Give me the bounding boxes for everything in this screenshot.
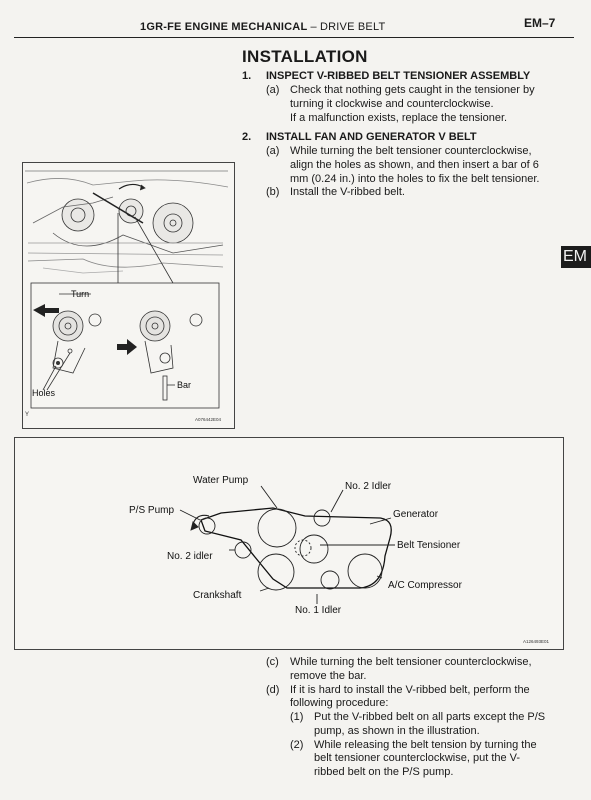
figure1-corner-mark: Y xyxy=(25,412,30,418)
generator-pulley xyxy=(300,535,328,563)
procedure-2-line-2: belt tensioner counterclockwise, put the V- xyxy=(314,752,521,765)
tensioner-figure xyxy=(22,162,235,429)
section-tab-em: EM xyxy=(561,246,591,268)
step-1a-label: (a) xyxy=(266,84,280,96)
step-2-heading xyxy=(242,131,572,145)
header-title: 1GR-FE ENGINE MECHANICAL xyxy=(140,21,308,33)
figure1-code: A076442E04 xyxy=(195,417,222,422)
page-number: EM–7 xyxy=(524,16,556,30)
label-no1-idler: No. 1 Idler xyxy=(295,605,342,616)
step-1-number: 1. xyxy=(242,70,252,82)
label-bar: Bar xyxy=(177,380,192,390)
label-belt-tensioner: Belt Tensioner xyxy=(397,540,461,551)
step-2b-line-1: Install the V-ribbed belt. xyxy=(290,186,405,199)
step-2d-line-2: following procedure: xyxy=(290,697,389,710)
figure2-code: A126493E01 xyxy=(523,639,550,644)
label-ac-compressor: A/C Compressor xyxy=(388,580,462,591)
header-rule xyxy=(14,37,574,38)
tensioner-illustration xyxy=(23,163,234,428)
label-holes: Holes xyxy=(32,388,56,398)
label-turn: Turn xyxy=(71,289,90,299)
step-2c-label: (c) xyxy=(266,656,279,668)
water-pump-pulley xyxy=(258,509,296,547)
label-crankshaft: Crankshaft xyxy=(193,590,242,601)
step-2a-line-3: mm (0.24 in.) into the holes to fix the belt tensioner. xyxy=(290,172,540,185)
step-2d-label: (d) xyxy=(266,683,280,696)
section-title: INSTALLATION xyxy=(242,47,368,66)
no2-idler-top-pulley xyxy=(314,510,330,526)
step-2a-line-2: align the holes as shown, and then insert a bar of 6 xyxy=(290,158,539,171)
belt-tensioner-pulley xyxy=(295,540,311,556)
label-ps-pump: P/S Pump xyxy=(129,505,175,516)
step-2-number: 2. xyxy=(242,131,252,143)
step-2c-line-1: While turning the belt tensioner counterclockwise, xyxy=(290,656,532,668)
label-generator: Generator xyxy=(393,509,439,520)
running-header xyxy=(140,21,385,33)
step-2a-label: (a) xyxy=(266,145,280,157)
procedure-2-line-1: While releasing the belt tension by turning the xyxy=(314,738,537,751)
label-no2-idler-left: No. 2 idler xyxy=(167,551,213,562)
ac-compressor-pulley xyxy=(348,554,382,588)
procedure-1-label: (1) xyxy=(290,711,304,723)
procedure-2-line-3: ribbed belt on the P/S pump. xyxy=(314,766,454,779)
header-subtitle: – DRIVE BELT xyxy=(310,21,386,33)
crankshaft-pulley xyxy=(258,554,294,590)
belt-routing-diagram xyxy=(15,438,563,649)
procedure-2-label: (2) xyxy=(290,738,304,751)
step-2a-line-1: While turning the belt tensioner counterclockwise, xyxy=(290,145,532,157)
procedure-1-line-1: Put the V-ribbed belt on all parts except the P/S xyxy=(314,711,546,723)
no1-idler-pulley xyxy=(321,571,339,589)
step-1a-line-2: turning it clockwise and counterclockwise. xyxy=(290,97,494,110)
belt-routing-figure xyxy=(14,437,564,650)
step-1a-line-1: Check that nothing gets caught in the tensioner by xyxy=(290,84,535,96)
step-2b-label: (b) xyxy=(266,186,280,199)
procedure-1-line-2: pump, as shown in the illustration. xyxy=(314,724,480,737)
step-2c-line-2: remove the bar. xyxy=(290,669,367,682)
step-1-heading xyxy=(242,70,572,84)
step-1a-line-3: If a malfunction exists, replace the tensioner. xyxy=(290,111,508,124)
label-no2-idler-top: No. 2 Idler xyxy=(345,481,392,492)
step-2d-line-1: If it is hard to install the V-ribbed belt, perform the xyxy=(290,683,530,696)
step-1-title: INSPECT V-RIBBED BELT TENSIONER ASSEMBLY xyxy=(266,70,531,82)
step-2-title: INSTALL FAN AND GENERATOR V BELT xyxy=(266,131,477,143)
label-water-pump: Water Pump xyxy=(193,475,249,486)
